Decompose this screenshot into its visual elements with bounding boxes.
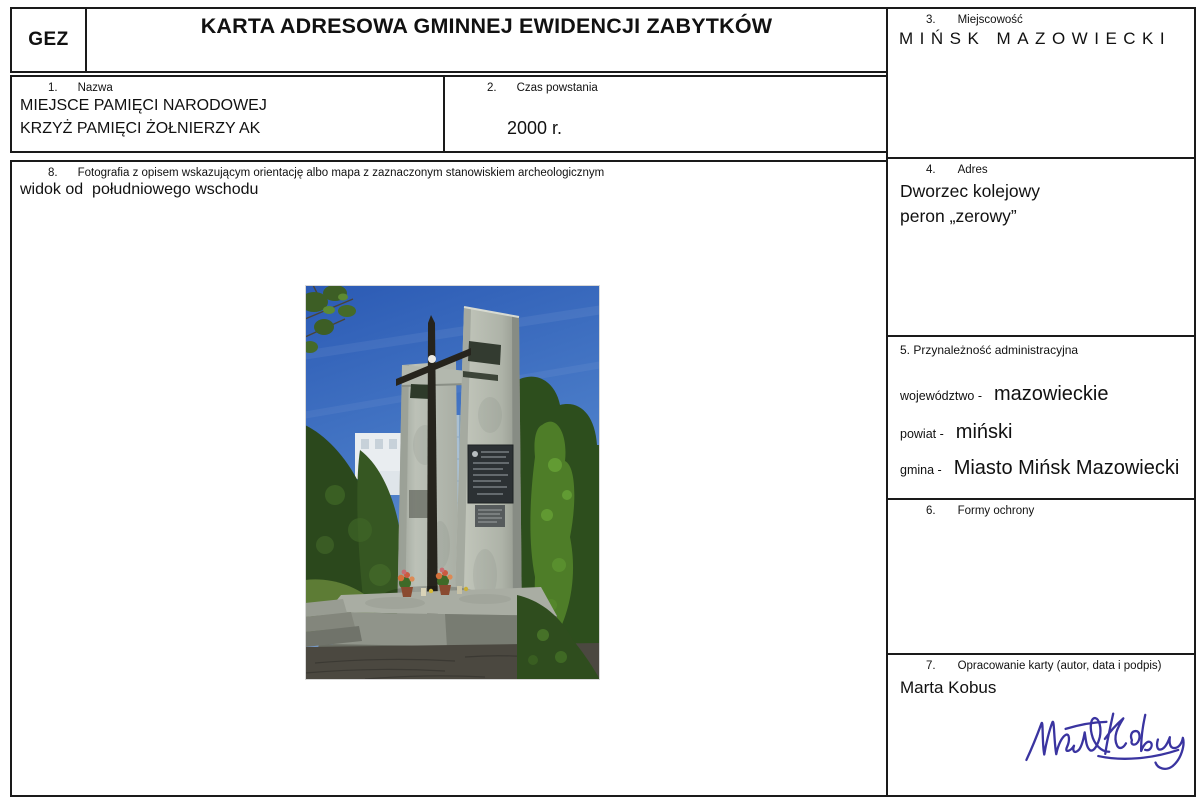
field-nazwa-label: 1. Nazwa: [48, 82, 113, 94]
photo-caption: widok od południowego wschodu: [20, 181, 259, 198]
field-przynaleznosc: [886, 335, 1196, 500]
field-czas-powstania: [443, 75, 888, 153]
field-adres-value-line1: Dworzec kolejowy: [900, 181, 1041, 201]
signature: [1007, 696, 1194, 793]
field-miejscowosc-value: MIŃSK MAZOWIECKI: [899, 29, 1172, 48]
field-nazwa: [10, 75, 445, 153]
adm-row-wojewodztwo: [888, 383, 1194, 406]
author-name: Marta Kobus: [900, 678, 997, 697]
field-adres-label: 4. Adres: [926, 164, 988, 176]
card-title-cell: [85, 7, 888, 73]
signature-image: [1007, 696, 1194, 793]
field-nazwa-number: 1.: [48, 82, 58, 94]
field-miejscowosc: [886, 7, 1196, 159]
gez-label: GEZ: [28, 29, 69, 50]
adm-key-gmina: gmina -: [900, 463, 942, 477]
field-czas-label: 2. Czas powstania: [487, 82, 598, 94]
field-czas-value: 2000 r.: [507, 118, 563, 138]
dove-sculpture: [428, 355, 436, 363]
field-nazwa-value-line1: MIEJSCE PAMIĘCI NARODOWEJ: [20, 97, 267, 114]
gez-box: [10, 7, 87, 73]
adm-key-wojewodztwo: województwo -: [900, 389, 982, 403]
field-formy-number: 6.: [926, 505, 936, 517]
field-miejscowosc-number: 3.: [926, 14, 936, 26]
card-title: KARTA ADRESOWA GMINNEJ EWIDENCJI ZABYTKÓW: [200, 14, 773, 38]
adm-val-wojewodztwo: mazowieckie: [993, 383, 1109, 405]
memorial-plaque-large: [468, 445, 513, 503]
field-przynaleznosc-label: 5. Przynależność administracyjna: [900, 343, 1079, 357]
monument-photo-image: [305, 285, 600, 680]
adm-key-powiat: powiat -: [900, 427, 944, 441]
field-adres-value-line2: peron „zerowy”: [900, 206, 1017, 226]
field-formy-label: 6. Formy ochrony: [926, 505, 1035, 517]
adm-val-gmina: Miasto Mińsk Mazowiecki: [953, 457, 1180, 479]
field-adres: [886, 157, 1196, 337]
field-czas-number: 2.: [487, 82, 497, 94]
field-opracowanie-label: 7. Opracowanie karty (autor, data i podpis): [926, 660, 1162, 672]
field-adres-number: 4.: [926, 164, 936, 176]
adm-row-gmina: [888, 457, 1194, 480]
field-fotografia-number: 8.: [48, 167, 58, 179]
adm-row-powiat: [888, 421, 1194, 444]
field-formy-ochrony: [886, 498, 1196, 655]
field-nazwa-value-line2: KRZYŻ PAMIĘCI ŻOŁNIERZY AK: [20, 120, 261, 137]
adm-val-powiat: miński: [955, 421, 1013, 443]
field-fotografia-label: 8. Fotografia z opisem wskazującym orientację albo mapa z zaznaczonym stanowiskiem archeologicznym: [48, 167, 605, 179]
field-miejscowosc-label: 3. Miejscowość: [926, 14, 1023, 26]
field-opracowanie-number: 7.: [926, 660, 936, 672]
candle: [457, 586, 462, 594]
memorial-plaque-small: [475, 505, 505, 527]
monument-photo: [305, 285, 600, 680]
candle: [421, 588, 426, 596]
